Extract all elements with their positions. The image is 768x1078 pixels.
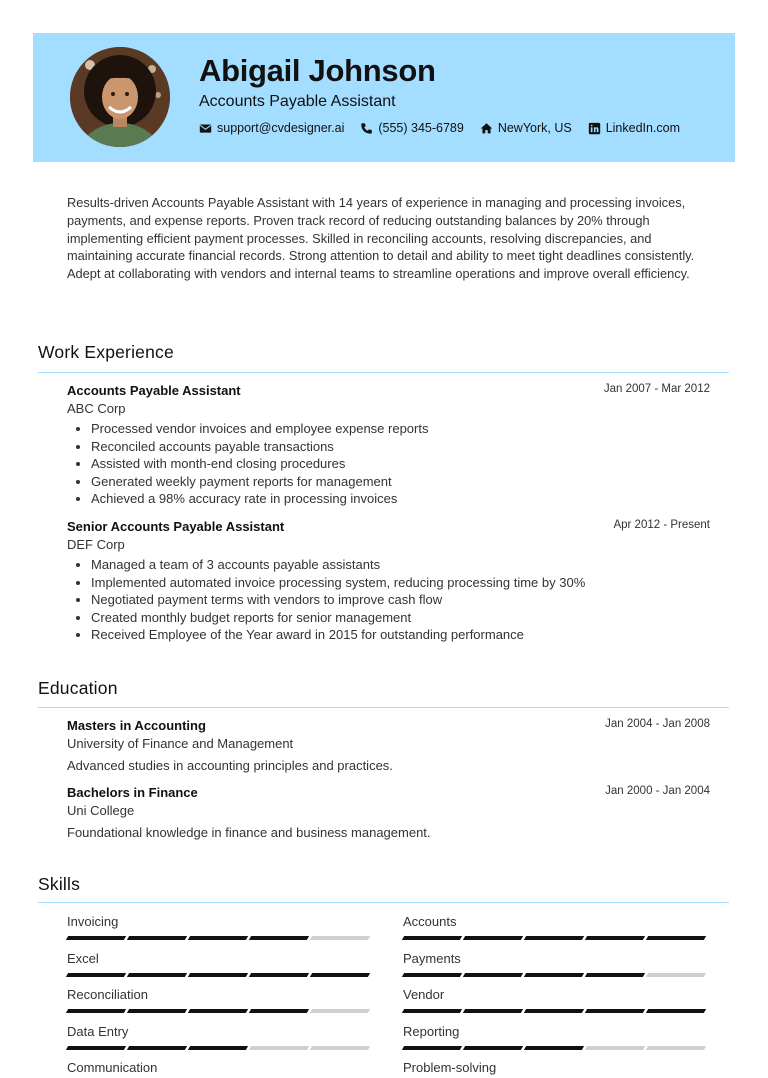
experience-entry <box>67 383 710 508</box>
candidate-name: Abigail Johnson <box>199 53 436 88</box>
education-dates: Jan 2000 - Jan 2004 <box>605 785 710 797</box>
skill-level-segment <box>646 973 706 977</box>
job-bullets <box>67 556 710 644</box>
skill-level-segment <box>188 973 248 977</box>
skill-level-segment <box>463 936 523 940</box>
linkedin-icon <box>588 122 601 135</box>
skill-name: Accounts <box>403 914 457 929</box>
experience-entry <box>67 519 710 644</box>
education-dates: Jan 2004 - Jan 2008 <box>605 718 710 730</box>
section-title-skills: Skills <box>38 874 81 894</box>
skill-level-segment <box>66 1009 126 1013</box>
home-icon <box>480 122 493 135</box>
job-title: Senior Accounts Payable Assistant <box>67 519 285 534</box>
skill-level-segment <box>524 1046 584 1050</box>
skill-level-segment <box>646 1046 706 1050</box>
skill-level-bar <box>67 1046 373 1050</box>
skill-level-segment <box>402 936 462 940</box>
skill-level-segment <box>524 1009 584 1013</box>
skill-item <box>403 1024 709 1050</box>
skill-level-segment <box>463 1046 523 1050</box>
skill-name: Payments <box>403 950 461 966</box>
skill-level-segment <box>127 1046 187 1050</box>
skill-level-segment <box>402 973 462 977</box>
skill-level-segment <box>66 973 126 977</box>
skill-level-segment <box>310 1046 370 1050</box>
skill-level-bar <box>67 1009 373 1013</box>
skill-level-segment <box>188 1009 248 1013</box>
contact-phone-text: (555) 345-6789 <box>378 121 464 135</box>
profile-summary: Results-driven Accounts Payable Assistant with 14 years of experience in managing and processing invoices, payments, and expense reports. Proven track record of reducing outstanding balances by 20% through implementing efficient payment processes. Skilled in reconciling accounts, resolving discrepancies, and maintaining accurate financial records. Strong attention to detail and ability to meet tight deadlines consistently. Adept at collaborating with vendors and internal teams to streamline operations and improve overall efficiency. <box>67 195 695 282</box>
skill-level-segment <box>402 1009 462 1013</box>
school-name: Uni College <box>67 803 135 818</box>
education-description: Advanced studies in accounting principles and practices. <box>67 758 393 773</box>
skill-level-segment <box>585 1046 645 1050</box>
degree-title: Masters in Accounting <box>67 718 206 733</box>
job-company: ABC Corp <box>67 401 126 416</box>
list-item: • Assisted with month-end closing procedures <box>91 455 710 473</box>
skill-level-segment <box>249 936 309 940</box>
skill-name: Invoicing <box>67 914 119 929</box>
envelope-icon <box>199 122 212 135</box>
job-bullets <box>67 420 710 508</box>
skill-level-segment <box>66 936 126 940</box>
contact-phone[interactable] <box>360 121 463 135</box>
skill-level-segment <box>646 936 706 940</box>
profile-photo <box>70 47 170 147</box>
skill-level-bar <box>67 973 373 977</box>
skill-item <box>67 951 373 977</box>
section-title-experience: Work Experience <box>38 342 174 362</box>
skill-level-segment <box>310 973 370 977</box>
education-description: Foundational knowledge in finance and business management. <box>67 825 431 840</box>
skill-level-segment <box>646 1009 706 1013</box>
skill-level-segment <box>249 973 309 977</box>
skill-level-bar <box>403 1046 709 1050</box>
list-item: • Generated weekly payment reports for management <box>91 473 710 491</box>
skill-item <box>403 1060 709 1075</box>
contact-location <box>480 121 572 135</box>
skill-level-bar <box>403 1009 709 1013</box>
job-company: DEF Corp <box>67 537 125 552</box>
skill-level-segment <box>188 1046 248 1050</box>
skill-level-segment <box>249 1046 309 1050</box>
phone-icon <box>360 122 373 135</box>
skill-level-segment <box>310 936 370 940</box>
resume-header <box>33 33 735 162</box>
skill-name: Excel <box>67 950 99 966</box>
skill-level-segment <box>188 936 248 940</box>
skill-name: Reporting <box>403 1023 460 1039</box>
skill-name: Problem-solving <box>403 1060 497 1075</box>
skill-level-segment <box>127 973 187 977</box>
skill-item <box>403 951 709 977</box>
skill-item <box>67 1024 373 1050</box>
contact-linkedin[interactable] <box>588 121 680 135</box>
education-entry <box>67 718 710 773</box>
education-entry <box>67 785 710 840</box>
skill-item <box>67 1060 373 1075</box>
job-dates: Apr 2012 - Present <box>613 519 710 531</box>
list-item: • Processed vendor invoices and employee expense reports <box>91 420 710 438</box>
skill-level-segment <box>463 973 523 977</box>
skill-level-bar <box>67 936 373 940</box>
skill-level-segment <box>524 936 584 940</box>
skill-name: Reconciliation <box>67 987 148 1002</box>
contact-location-text: NewYork, US <box>497 121 572 135</box>
skill-name: Communication <box>67 1060 158 1075</box>
section-divider <box>38 707 729 708</box>
section-divider <box>38 902 729 903</box>
list-item: • Received Employee of the Year award in 2015 for outstanding performance <box>91 626 710 644</box>
list-item: • Achieved a 98% accuracy rate in processing invoices <box>91 490 710 508</box>
contact-list <box>199 121 696 135</box>
skill-level-segment <box>127 936 187 940</box>
contact-linkedin-text: LinkedIn.com <box>605 121 681 135</box>
skill-name: Vendor <box>403 987 445 1002</box>
skill-level-bar <box>403 936 709 940</box>
skill-item <box>67 987 373 1013</box>
skill-level-segment <box>463 1009 523 1013</box>
skill-level-segment <box>66 1046 126 1050</box>
job-dates: Jan 2007 - Mar 2012 <box>603 383 710 395</box>
list-item: • Created monthly budget reports for senior management <box>91 609 710 627</box>
contact-email[interactable] <box>199 121 344 135</box>
section-title-education: Education <box>38 678 118 698</box>
school-name: University of Finance and Management <box>67 736 294 751</box>
contact-email-text: support@cvdesigner.ai <box>217 121 345 135</box>
degree-title: Bachelors in Finance <box>67 785 198 800</box>
skill-level-segment <box>585 1009 645 1013</box>
list-item: • Managed a team of 3 accounts payable assistants <box>91 556 710 574</box>
skill-item <box>403 914 709 940</box>
skill-level-segment <box>249 1009 309 1013</box>
skill-level-segment <box>585 936 645 940</box>
list-item: • Reconciled accounts payable transactions <box>91 438 710 456</box>
section-divider <box>38 372 729 373</box>
skill-level-segment <box>127 1009 187 1013</box>
skill-level-segment <box>585 973 645 977</box>
list-item: • Negotiated payment terms with vendors to improve cash flow <box>91 591 710 609</box>
candidate-title: Accounts Payable Assistant <box>199 93 396 110</box>
skill-level-segment <box>402 1046 462 1050</box>
list-item: • Implemented automated invoice processing system, reducing processing time by 30% <box>91 574 710 592</box>
skill-item <box>403 987 709 1013</box>
skill-level-segment <box>524 973 584 977</box>
skill-level-bar <box>403 973 709 977</box>
avatar <box>70 47 170 147</box>
skill-item <box>67 914 373 940</box>
skill-name: Data Entry <box>67 1023 129 1039</box>
skill-level-segment <box>310 1009 370 1013</box>
job-title: Accounts Payable Assistant <box>67 383 241 398</box>
